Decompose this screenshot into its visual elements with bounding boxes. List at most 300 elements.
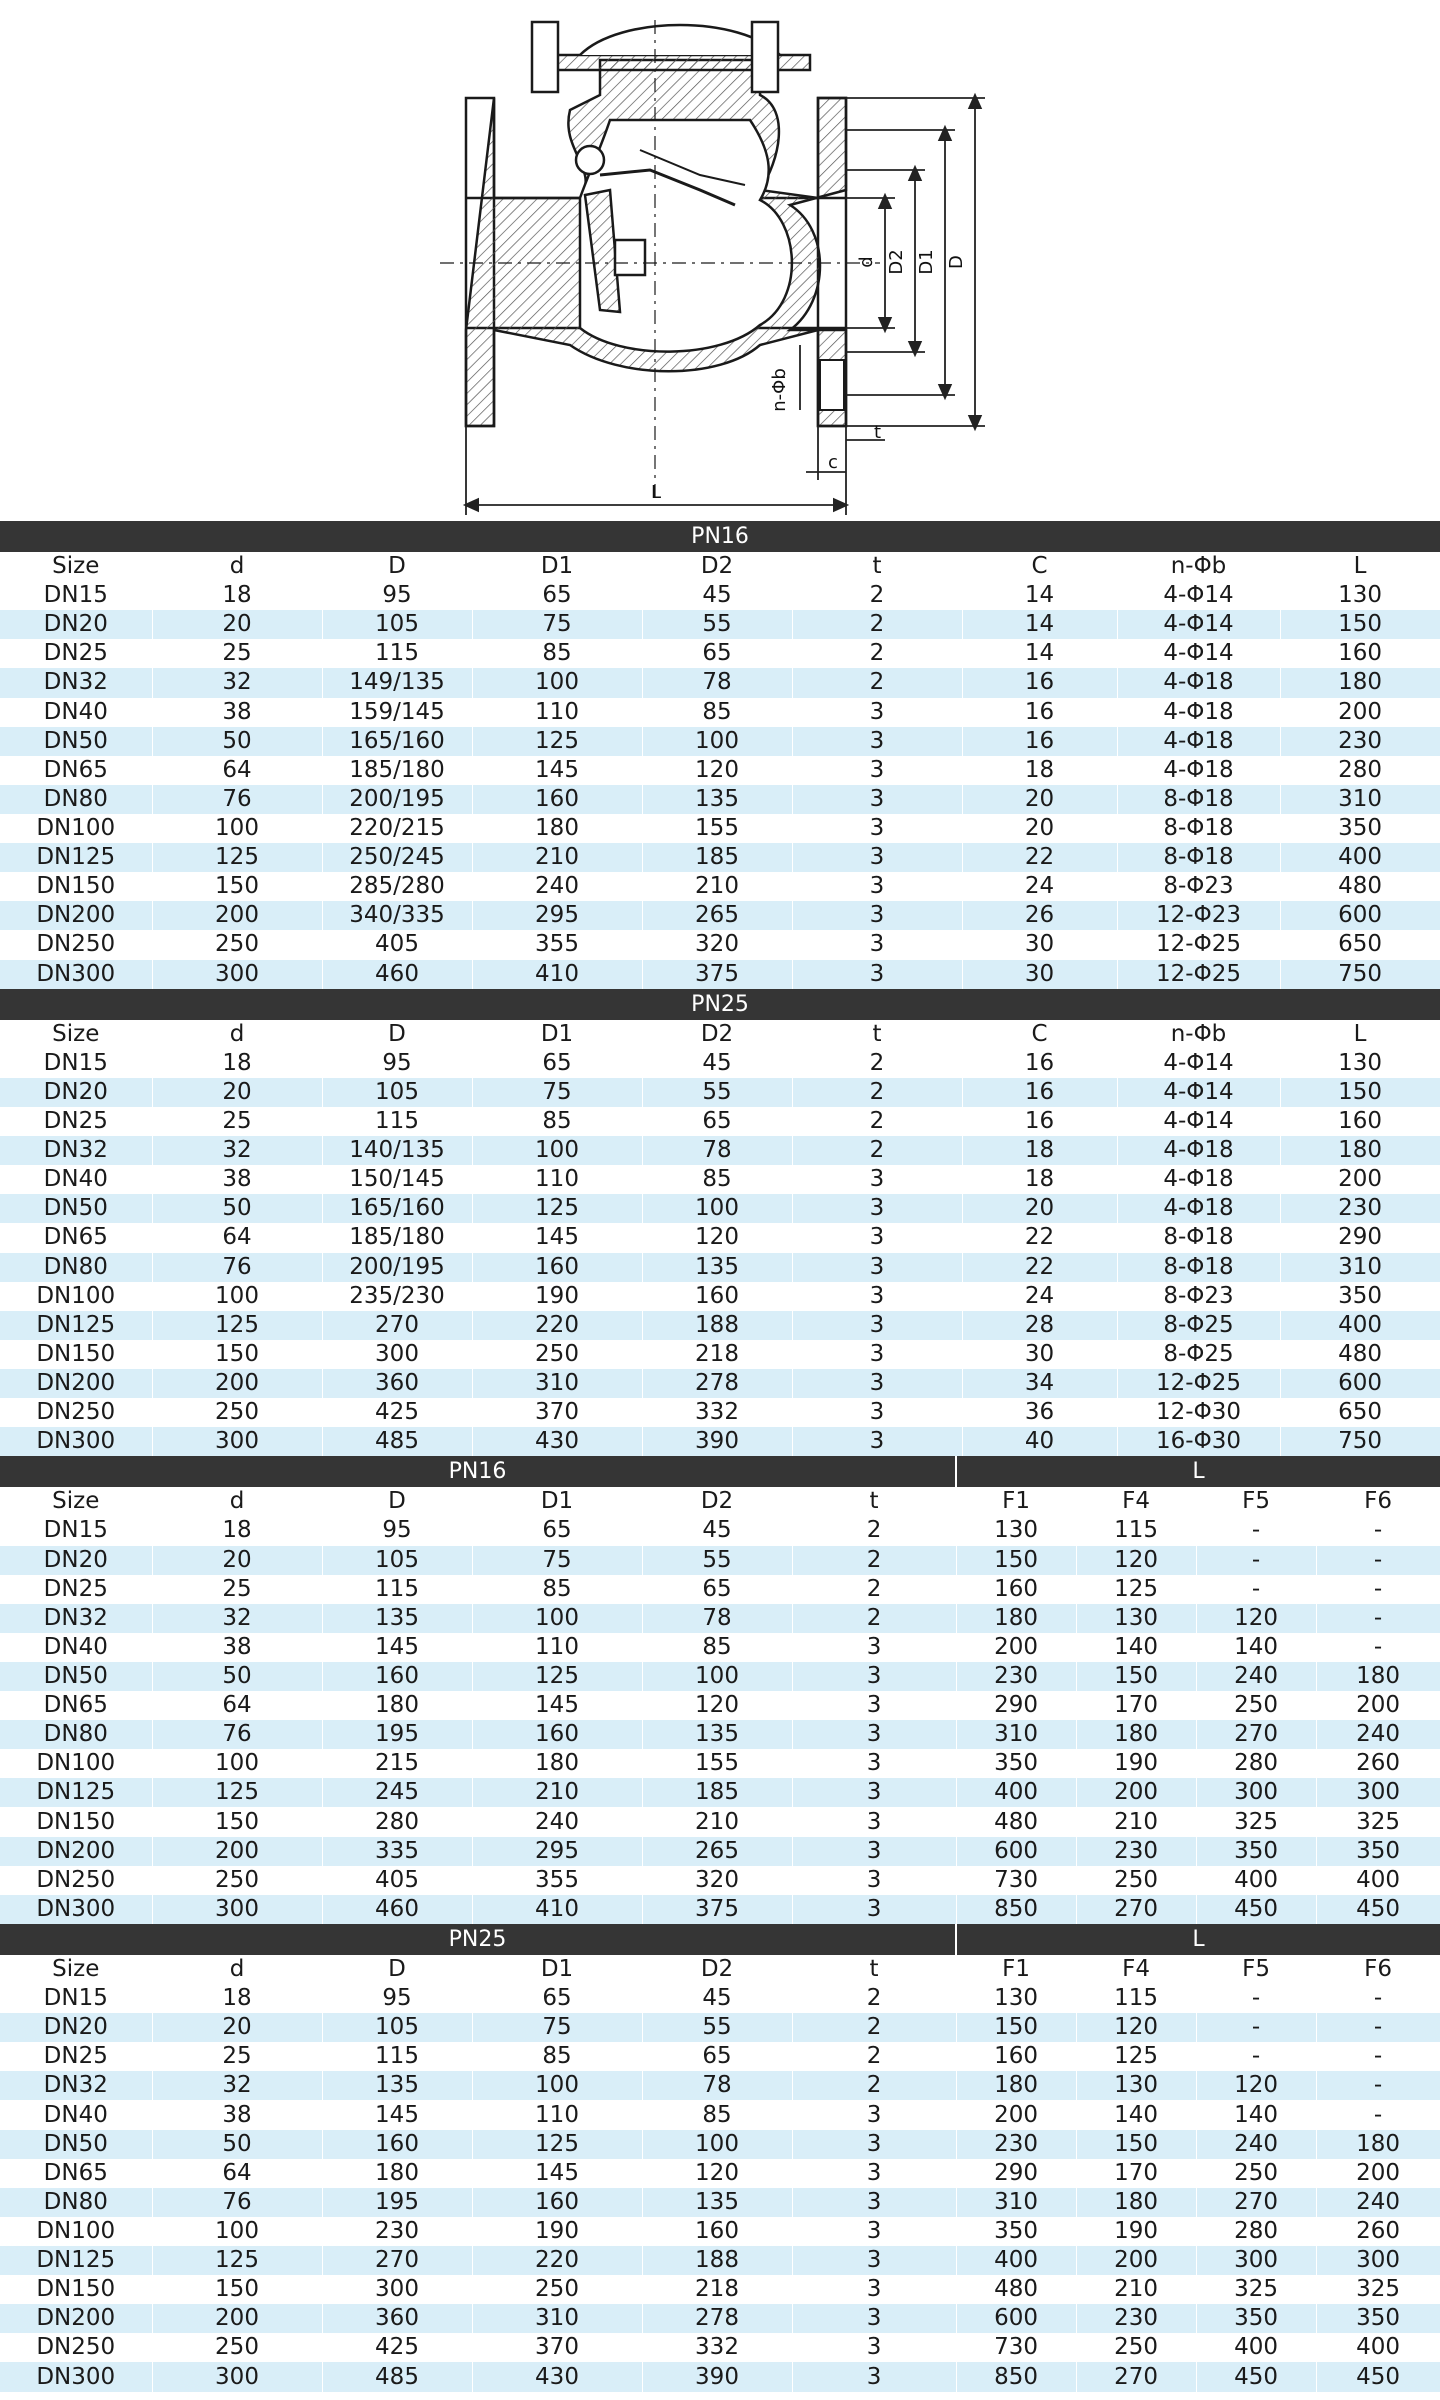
table-row xyxy=(0,610,1440,639)
table-row xyxy=(0,639,1440,668)
table-row xyxy=(0,1546,1440,1575)
table-cell: DN32 xyxy=(0,1136,152,1165)
column-header: C xyxy=(962,552,1117,581)
table-cell: 295 xyxy=(472,1837,642,1866)
table-cell: 300 xyxy=(1196,1778,1316,1807)
table-cell: 190 xyxy=(1076,2217,1196,2246)
table-row xyxy=(0,1398,1440,1427)
table-cell: 340/335 xyxy=(322,901,472,930)
table-cell: 4-Φ18 xyxy=(1117,698,1280,727)
table-cell: DN150 xyxy=(0,1807,152,1836)
table-cell: DN125 xyxy=(0,843,152,872)
table-cell: 125 xyxy=(152,1778,322,1807)
table-row xyxy=(0,1078,1440,1107)
table-cell: 3 xyxy=(792,2159,956,2188)
table-cell: 38 xyxy=(152,1165,322,1194)
table-cell: 250 xyxy=(1196,2159,1316,2188)
table-cell: 355 xyxy=(472,930,642,959)
table-cell: 210 xyxy=(642,872,792,901)
table-cell: 310 xyxy=(472,1369,642,1398)
table-row xyxy=(0,1837,1440,1866)
table-cell: 2 xyxy=(792,1575,956,1604)
table-cell: DN40 xyxy=(0,2100,152,2129)
table-cell: 135 xyxy=(642,1253,792,1282)
table-cell: 75 xyxy=(472,1546,642,1575)
table-cell: 280 xyxy=(1280,756,1440,785)
table-cell: 460 xyxy=(322,960,472,989)
table-cell: 3 xyxy=(792,1165,962,1194)
table-cell: 240 xyxy=(472,872,642,901)
table-cell: 18 xyxy=(152,581,322,610)
table-cell: 3 xyxy=(792,1866,956,1895)
dimension-tables xyxy=(0,521,1440,2392)
table-cell: 135 xyxy=(322,1604,472,1633)
table-cell: 150/145 xyxy=(322,1165,472,1194)
table-cell: 265 xyxy=(642,1837,792,1866)
table-row xyxy=(0,1311,1440,1340)
table-cell: 300 xyxy=(1196,2246,1316,2275)
table-cell: 320 xyxy=(642,1866,792,1895)
table-cell: 18 xyxy=(962,1136,1117,1165)
table-cell: DN65 xyxy=(0,1691,152,1720)
table-cell: 3 xyxy=(792,2130,956,2159)
table-cell: DN300 xyxy=(0,960,152,989)
table-cell: - xyxy=(1316,2042,1440,2071)
table-cell: 2 xyxy=(792,1516,956,1545)
table-cell: 400 xyxy=(1280,843,1440,872)
table-cell: 3 xyxy=(792,1398,962,1427)
table-cell: 250 xyxy=(1076,2333,1196,2362)
table-cell: 100 xyxy=(152,1749,322,1778)
table-cell: DN125 xyxy=(0,1778,152,1807)
table-row xyxy=(0,1253,1440,1282)
column-header: F5 xyxy=(1196,1487,1316,1516)
table-cell: 165/160 xyxy=(322,727,472,756)
length-group-header: L xyxy=(956,1456,1440,1487)
table-cell: 180 xyxy=(472,1749,642,1778)
table-body xyxy=(0,1516,1440,1924)
table-cell: 215 xyxy=(322,1749,472,1778)
table-cell: 200 xyxy=(1316,1691,1440,1720)
table-cell: 280 xyxy=(1196,1749,1316,1778)
table-cell: 250 xyxy=(152,2333,322,2362)
table-cell: 65 xyxy=(642,639,792,668)
table-cell: 159/145 xyxy=(322,698,472,727)
column-header: F1 xyxy=(956,1955,1076,1984)
table-cell: 600 xyxy=(1280,1369,1440,1398)
table-cell: 4-Φ14 xyxy=(1117,1078,1280,1107)
table-cell: 310 xyxy=(956,2188,1076,2217)
table-cell: 400 xyxy=(956,1778,1076,1807)
table-cell: 3 xyxy=(792,2246,956,2275)
table-cell: 78 xyxy=(642,668,792,697)
table-title: PN25 xyxy=(0,989,1440,1020)
column-header: F4 xyxy=(1076,1487,1196,1516)
table-cell: 3 xyxy=(792,756,962,785)
table-cell: 3 xyxy=(792,1749,956,1778)
table-row xyxy=(0,2042,1440,2071)
table-cell: 24 xyxy=(962,1282,1117,1311)
bonnet-bolt-right xyxy=(752,22,778,92)
table-cell: 200 xyxy=(152,1369,322,1398)
table-cell: 240 xyxy=(472,1807,642,1836)
table-cell: 4-Φ18 xyxy=(1117,1165,1280,1194)
table-cell: 100 xyxy=(642,1662,792,1691)
table-cell: 120 xyxy=(642,756,792,785)
column-header: d xyxy=(152,1020,322,1049)
column-header: D xyxy=(322,1020,472,1049)
table-cell: 180 xyxy=(956,1604,1076,1633)
table-cell: - xyxy=(1196,2013,1316,2042)
table-cell: 160 xyxy=(472,2188,642,2217)
table-cell: 85 xyxy=(472,639,642,668)
table-cell: DN20 xyxy=(0,610,152,639)
table-cell: 200 xyxy=(1076,2246,1196,2275)
table-cell: 85 xyxy=(642,1633,792,1662)
table-cell: 4-Φ14 xyxy=(1117,610,1280,639)
table-cell: 8-Φ18 xyxy=(1117,814,1280,843)
table-cell: 160 xyxy=(642,1282,792,1311)
table-cell: 750 xyxy=(1280,1427,1440,1456)
table-cell: 150 xyxy=(956,1546,1076,1575)
table-cell: 2 xyxy=(792,2071,956,2100)
column-header: t xyxy=(792,552,962,581)
table-cell: 260 xyxy=(1316,2217,1440,2246)
table-cell: 425 xyxy=(322,2333,472,2362)
table-cell: 2 xyxy=(792,581,962,610)
table-cell: 240 xyxy=(1196,1662,1316,1691)
column-header: D2 xyxy=(642,1487,792,1516)
table-cell: 325 xyxy=(1316,2275,1440,2304)
table-cell: 85 xyxy=(472,1575,642,1604)
column-header: D1 xyxy=(472,1955,642,1984)
table-cell: 370 xyxy=(472,1398,642,1427)
table-cell: 30 xyxy=(962,1340,1117,1369)
table-cell: 360 xyxy=(322,2304,472,2333)
table-row xyxy=(0,2304,1440,2333)
table-cell: 200 xyxy=(1076,1778,1196,1807)
table-cell: 26 xyxy=(962,901,1117,930)
table-cell: 140 xyxy=(1076,2100,1196,2129)
table-cell: 55 xyxy=(642,1078,792,1107)
table-cell: 210 xyxy=(642,1807,792,1836)
table-cell: 4-Φ14 xyxy=(1117,1049,1280,1078)
table-cell: 85 xyxy=(472,2042,642,2071)
table-cell: 220 xyxy=(472,2246,642,2275)
table-cell: 50 xyxy=(152,727,322,756)
dim-label-t: t xyxy=(874,422,882,443)
table-cell: 430 xyxy=(472,1427,642,1456)
table-cell: 2 xyxy=(792,610,962,639)
table-cell: 3 xyxy=(792,1369,962,1398)
column-header: n-Φb xyxy=(1117,1020,1280,1049)
table-row xyxy=(0,1749,1440,1778)
table-cell: 8-Φ18 xyxy=(1117,785,1280,814)
table-cell: 28 xyxy=(962,1311,1117,1340)
table-cell: 100 xyxy=(472,668,642,697)
table-cell: 170 xyxy=(1076,1691,1196,1720)
table-cell: 16 xyxy=(962,668,1117,697)
table-cell: 400 xyxy=(1280,1311,1440,1340)
table-cell: 8-Φ18 xyxy=(1117,1223,1280,1252)
table-cell: 110 xyxy=(472,1633,642,1662)
table-cell: 218 xyxy=(642,2275,792,2304)
column-header: t xyxy=(792,1487,956,1516)
table-cell: 20 xyxy=(152,1546,322,1575)
table-cell: 335 xyxy=(322,1837,472,1866)
table-cell: 100 xyxy=(152,814,322,843)
table-cell: - xyxy=(1316,1546,1440,1575)
table-cell: 310 xyxy=(1280,1253,1440,1282)
table-row xyxy=(0,1895,1440,1924)
table-cell: DN300 xyxy=(0,2362,152,2391)
table-cell: 76 xyxy=(152,1720,322,1749)
table-cell: 485 xyxy=(322,1427,472,1456)
table-cell: 200 xyxy=(1316,2159,1440,2188)
table-cell: 450 xyxy=(1196,2362,1316,2391)
table-cell: 95 xyxy=(322,581,472,610)
dim-label-L: L xyxy=(650,482,662,503)
table-row xyxy=(0,1866,1440,1895)
table-row xyxy=(0,1107,1440,1136)
table-cell: 480 xyxy=(1280,1340,1440,1369)
table-cell: 485 xyxy=(322,2362,472,2391)
table-cell: 300 xyxy=(152,960,322,989)
table-cell: DN32 xyxy=(0,1604,152,1633)
table-row xyxy=(0,1604,1440,1633)
table-cell: 200 xyxy=(956,2100,1076,2129)
table-cell: 130 xyxy=(956,1516,1076,1545)
spec-table-pn25 xyxy=(0,989,1440,1457)
table-cell: 405 xyxy=(322,1866,472,1895)
table-cell: 160 xyxy=(956,2042,1076,2071)
column-header: D1 xyxy=(472,552,642,581)
table-row xyxy=(0,2130,1440,2159)
table-cell: 210 xyxy=(472,1778,642,1807)
table-cell: - xyxy=(1316,2071,1440,2100)
table-row xyxy=(0,1282,1440,1311)
table-cell: 230 xyxy=(1076,1837,1196,1866)
table-cell: 160 xyxy=(472,785,642,814)
table-cell: 3 xyxy=(792,1194,962,1223)
table-cell: DN100 xyxy=(0,814,152,843)
table-cell: DN200 xyxy=(0,1369,152,1398)
table-cell: 230 xyxy=(956,1662,1076,1691)
table-cell: DN50 xyxy=(0,727,152,756)
table-cell: DN80 xyxy=(0,1720,152,1749)
table-row xyxy=(0,756,1440,785)
table-cell: 160 xyxy=(472,1720,642,1749)
table-cell: - xyxy=(1196,2042,1316,2071)
table-cell: 120 xyxy=(1076,1546,1196,1575)
table-row xyxy=(0,1165,1440,1194)
table-cell: 135 xyxy=(642,785,792,814)
table-cell: - xyxy=(1316,2013,1440,2042)
table-cell: 375 xyxy=(642,1895,792,1924)
table-cell: 25 xyxy=(152,639,322,668)
table-cell: 145 xyxy=(322,1633,472,1662)
table-cell: DN300 xyxy=(0,1427,152,1456)
table-cell: 25 xyxy=(152,1575,322,1604)
table-cell: - xyxy=(1316,1633,1440,1662)
table-cell: 3 xyxy=(792,1807,956,1836)
table-cell: 25 xyxy=(152,1107,322,1136)
table-cell: 8-Φ23 xyxy=(1117,872,1280,901)
table-cell: 400 xyxy=(1316,2333,1440,2362)
table-cell: 100 xyxy=(642,727,792,756)
table-cell: 30 xyxy=(962,930,1117,959)
table-cell: 32 xyxy=(152,1136,322,1165)
table-row xyxy=(0,2013,1440,2042)
table-cell: DN50 xyxy=(0,2130,152,2159)
column-header: F6 xyxy=(1316,1487,1440,1516)
table-cell: 125 xyxy=(152,843,322,872)
table-row xyxy=(0,1049,1440,1078)
table-cell: 8-Φ25 xyxy=(1117,1340,1280,1369)
table-cell: 45 xyxy=(642,581,792,610)
table-cell: 16 xyxy=(962,727,1117,756)
table-title: PN16 xyxy=(0,521,1440,552)
valve-cross-section xyxy=(0,0,1440,520)
table-cell: 250 xyxy=(152,930,322,959)
table-cell: 50 xyxy=(152,1194,322,1223)
table-cell: 350 xyxy=(1316,1837,1440,1866)
table-cell: DN100 xyxy=(0,1749,152,1778)
table-cell: DN15 xyxy=(0,1049,152,1078)
table-cell: 3 xyxy=(792,872,962,901)
table-cell: - xyxy=(1196,1575,1316,1604)
table-row xyxy=(0,2362,1440,2391)
table-cell: 3 xyxy=(792,1427,962,1456)
table-cell: 180 xyxy=(1316,2130,1440,2159)
table-cell: 135 xyxy=(642,2188,792,2217)
table-cell: DN20 xyxy=(0,2013,152,2042)
table-cell: 332 xyxy=(642,1398,792,1427)
table-cell: 115 xyxy=(322,1575,472,1604)
table-row xyxy=(0,872,1440,901)
table-cell: 310 xyxy=(956,1720,1076,1749)
table-cell: - xyxy=(1316,2100,1440,2129)
table-cell: 25 xyxy=(152,2042,322,2071)
table-cell: 270 xyxy=(1196,1720,1316,1749)
table-row xyxy=(0,814,1440,843)
table-cell: 350 xyxy=(1280,814,1440,843)
table-cell: 16 xyxy=(962,698,1117,727)
table-cell: 135 xyxy=(642,1720,792,1749)
table-cell: 140 xyxy=(1076,1633,1196,1662)
table-cell: 180 xyxy=(322,1691,472,1720)
table-cell: 2 xyxy=(792,1984,956,2013)
table-cell: 190 xyxy=(472,1282,642,1311)
table-cell: 250 xyxy=(1196,1691,1316,1720)
table-cell: 2 xyxy=(792,1078,962,1107)
table-cell: 20 xyxy=(962,1194,1117,1223)
table-cell: 480 xyxy=(956,2275,1076,2304)
table-cell: 180 xyxy=(472,814,642,843)
table-cell: 3 xyxy=(792,960,962,989)
column-header: L xyxy=(1280,1020,1440,1049)
table-cell: 18 xyxy=(152,1984,322,2013)
table-cell: 150 xyxy=(1280,610,1440,639)
table-cell: DN125 xyxy=(0,2246,152,2275)
table-cell: 270 xyxy=(1196,2188,1316,2217)
table-cell: 450 xyxy=(1196,1895,1316,1924)
table-cell: 185 xyxy=(642,1778,792,1807)
table-cell: 190 xyxy=(472,2217,642,2246)
table-cell: 115 xyxy=(322,2042,472,2071)
table-cell: DN25 xyxy=(0,1575,152,1604)
table-cell: 100 xyxy=(472,1604,642,1633)
table-cell: 240 xyxy=(1196,2130,1316,2159)
table-cell: 3 xyxy=(792,2217,956,2246)
table-cell: 355 xyxy=(472,1866,642,1895)
table-cell: 120 xyxy=(642,1223,792,1252)
table-cell: 65 xyxy=(472,1984,642,2013)
table-cell: DN25 xyxy=(0,2042,152,2071)
table-cell: 325 xyxy=(1196,2275,1316,2304)
table-cell: 3 xyxy=(792,2333,956,2362)
table-cell: 55 xyxy=(642,2013,792,2042)
table-body xyxy=(0,581,1440,989)
table-cell: 160 xyxy=(322,2130,472,2159)
table-cell: 480 xyxy=(1280,872,1440,901)
column-header: Size xyxy=(0,552,152,581)
table-cell: 105 xyxy=(322,1546,472,1575)
table-cell: 150 xyxy=(956,2013,1076,2042)
table-cell: DN250 xyxy=(0,2333,152,2362)
table-cell: 65 xyxy=(472,1516,642,1545)
table-cell: 130 xyxy=(1280,1049,1440,1078)
table-cell: 200 xyxy=(152,901,322,930)
table-row xyxy=(0,1194,1440,1223)
table-cell: 245 xyxy=(322,1778,472,1807)
table-cell: 3 xyxy=(792,930,962,959)
table-cell: 150 xyxy=(152,1807,322,1836)
table-cell: DN20 xyxy=(0,1546,152,1575)
table-cell: 160 xyxy=(956,1575,1076,1604)
table-cell: DN200 xyxy=(0,1837,152,1866)
table-cell: - xyxy=(1316,1516,1440,1545)
table-cell: 3 xyxy=(792,814,962,843)
table-cell: DN200 xyxy=(0,901,152,930)
spec-table-pn16-length xyxy=(0,1456,1440,1924)
table-cell: 3 xyxy=(792,2188,956,2217)
table-row xyxy=(0,1516,1440,1545)
table-cell: 125 xyxy=(472,727,642,756)
table-cell: 120 xyxy=(642,1691,792,1720)
table-cell: 430 xyxy=(472,2362,642,2391)
table-cell: 115 xyxy=(1076,1516,1196,1545)
table-cell: 12-Φ25 xyxy=(1117,1369,1280,1398)
table-cell: - xyxy=(1196,1984,1316,2013)
table-cell: 600 xyxy=(956,1837,1076,1866)
table-cell: 150 xyxy=(152,872,322,901)
table-cell: 160 xyxy=(322,1662,472,1691)
table-cell: DN32 xyxy=(0,2071,152,2100)
table-cell: 400 xyxy=(1316,1866,1440,1895)
table-cell: 12-Φ23 xyxy=(1117,901,1280,930)
table-cell: 65 xyxy=(642,1107,792,1136)
column-header: F6 xyxy=(1316,1955,1440,1984)
table-cell: DN250 xyxy=(0,1866,152,1895)
table-cell: 20 xyxy=(962,814,1117,843)
table-cell: 270 xyxy=(1076,1895,1196,1924)
table-cell: 180 xyxy=(1316,1662,1440,1691)
table-row xyxy=(0,2100,1440,2129)
table-cell: 115 xyxy=(322,639,472,668)
column-header: d xyxy=(152,552,322,581)
table-row xyxy=(0,1340,1440,1369)
